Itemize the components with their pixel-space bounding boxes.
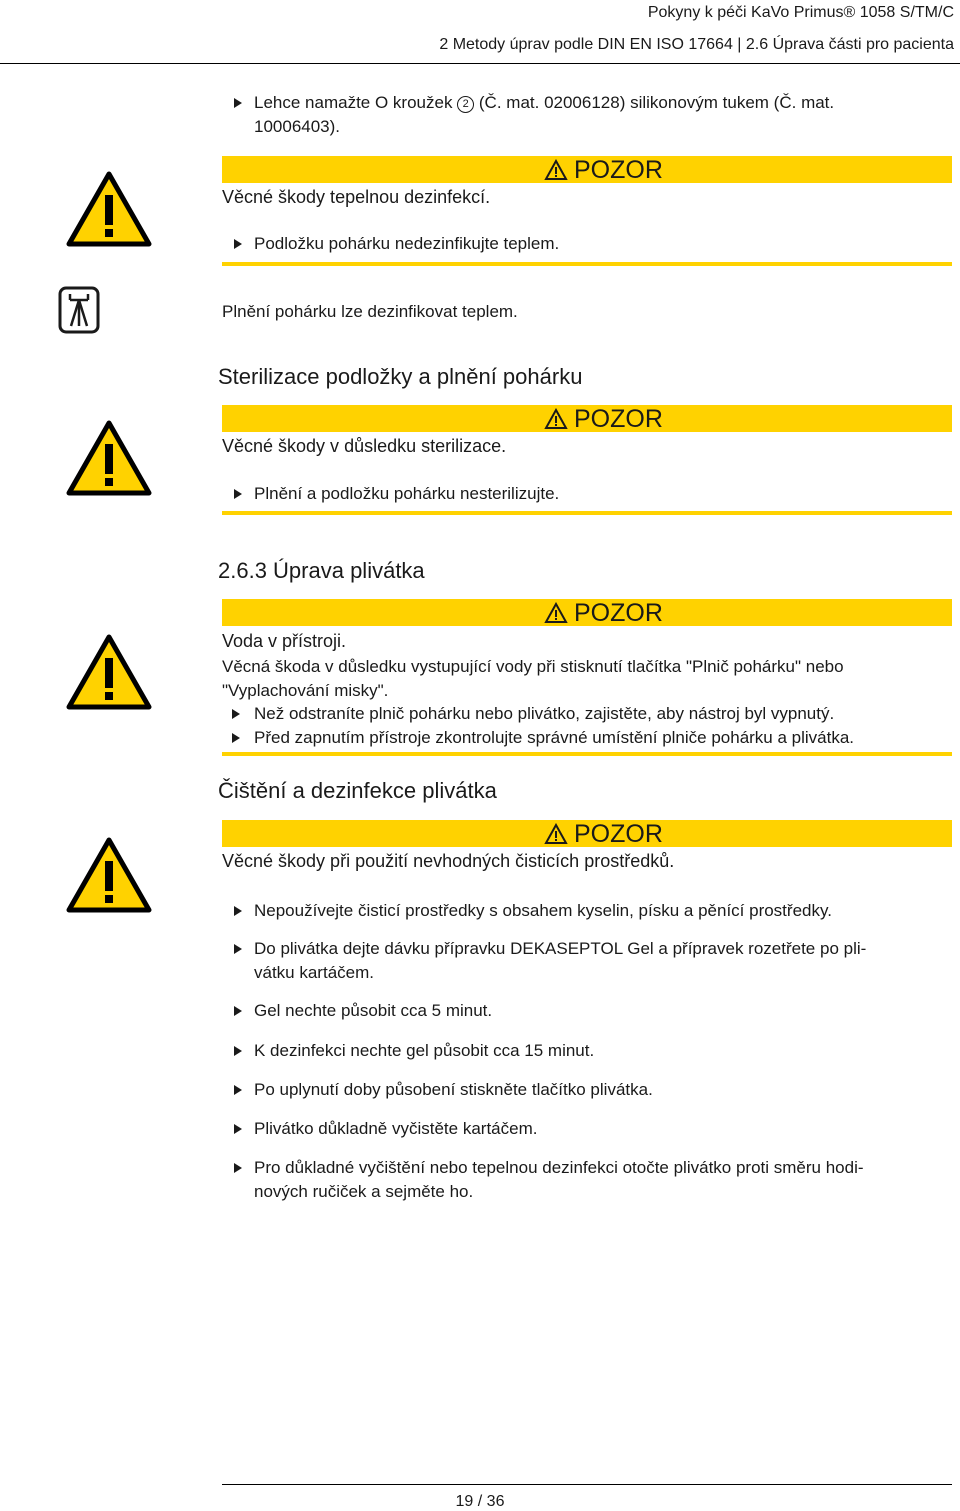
- signal-word: POZOR: [574, 405, 663, 433]
- bullet-arrow-icon: [234, 1124, 242, 1134]
- hazard-text: Věcné škody při použití nevhodných čisticích prostředků.: [222, 851, 675, 871]
- step-text: Gel nechte působit cca 5 minut.: [254, 1001, 493, 1020]
- warning-signal-bar: [222, 156, 952, 183]
- warning-signal-bar: [222, 405, 952, 432]
- step-text: Pro důkladné vyčištění nebo tepelnou dezinfekci otočte plivátko proti směru hodi-: [254, 1158, 864, 1177]
- signal-word: POZOR: [574, 820, 663, 848]
- thermo-disinfector-icon: [58, 286, 100, 334]
- list-item: [234, 1039, 594, 1063]
- bullet-arrow-icon: [232, 733, 240, 743]
- warning-triangle-icon: [66, 420, 152, 496]
- step-text-continued: vátku kartáčem.: [254, 963, 374, 982]
- list-item: [234, 232, 559, 256]
- bullet-arrow-icon: [234, 489, 242, 499]
- step-text: Po uplynutí doby působení stiskněte tlačítko plivátka.: [254, 1080, 653, 1099]
- warning-triangle-icon: [66, 837, 152, 913]
- step-text: (Č. mat. 02006128) silikonovým tukem (Č. mat.: [474, 93, 835, 112]
- hazard-text: Voda v přístroji.: [222, 631, 347, 651]
- item-number-badge: 2: [457, 96, 474, 113]
- warning-end-line: [222, 752, 952, 756]
- section-heading: 2.6.3 Úprava plivátka: [218, 558, 425, 583]
- page-number: 19 / 36: [455, 1493, 505, 1510]
- document-title: Pokyny k péči KaVo Primus® 1058 S/TM/C: [647, 4, 954, 21]
- step-text-continued: nových ručiček a sejměte ho.: [254, 1182, 474, 1201]
- list-item: [234, 91, 834, 139]
- hazard-description: Věcná škoda v důsledku vystupující vody při stisknutí tlačítka "Plnič pohárku" nebo: [222, 657, 844, 676]
- warning-signal-bar: [222, 599, 952, 626]
- warning-end-line: [222, 262, 952, 266]
- hazard-text: Věcné škody tepelnou dezinfekcí.: [222, 187, 491, 207]
- step-text: K dezinfekci nechte gel působit cca 15 minut.: [254, 1041, 595, 1060]
- hazard-description-continued: "Vyplachování misky".: [222, 681, 389, 700]
- header-divider: [0, 63, 960, 64]
- step-text-continued: 10006403).: [254, 117, 341, 136]
- step-text: Lehce namažte O kroužek: [254, 93, 458, 112]
- bullet-arrow-icon: [234, 1085, 242, 1095]
- warning-triangle-icon: [66, 171, 152, 247]
- list-item: [234, 937, 866, 985]
- footer-divider: [222, 1484, 952, 1485]
- bullet-arrow-icon: [234, 1046, 242, 1056]
- list-item: [222, 702, 834, 726]
- bullet-arrow-icon: [234, 1006, 242, 1016]
- warning-small-icon: [544, 159, 568, 181]
- list-item: [222, 726, 854, 750]
- bullet-arrow-icon: [234, 944, 242, 954]
- list-item: [234, 482, 559, 506]
- step-text: Před zapnutím přístroje zkontrolujte správné umístění plniče pohárku a plivátka.: [254, 728, 855, 747]
- warning-triangle-icon: [66, 634, 152, 710]
- subheading: Čištění a dezinfekce plivátka: [218, 778, 497, 803]
- signal-word: POZOR: [574, 599, 663, 627]
- bullet-arrow-icon: [232, 709, 240, 719]
- signal-word: POZOR: [574, 156, 663, 184]
- list-item: [234, 1117, 537, 1141]
- step-text: Plivátko důkladně vyčistěte kartáčem.: [254, 1119, 538, 1138]
- bullet-arrow-icon: [234, 239, 242, 249]
- list-item: [234, 1156, 864, 1204]
- list-item: [234, 899, 832, 923]
- bullet-arrow-icon: [234, 98, 242, 108]
- chapter-breadcrumb: 2 Metody úprav podle DIN EN ISO 17664 | 2.6 Úprava části pro pacienta: [439, 36, 954, 53]
- step-text: Nepoužívejte čisticí prostředky s obsahem kyselin, písku a pěnící prostředky.: [254, 901, 832, 920]
- step-text: Než odstraníte plnič pohárku nebo plivátko, zajistěte, aby nástroj byl vypnutý.: [254, 704, 835, 723]
- warning-signal-bar: [222, 820, 952, 847]
- bullet-arrow-icon: [234, 1163, 242, 1173]
- note-text: Plnění pohárku lze dezinfikovat teplem.: [222, 302, 518, 321]
- bullet-arrow-icon: [234, 906, 242, 916]
- hazard-text: Věcné škody v důsledku sterilizace.: [222, 436, 507, 456]
- warning-end-line: [222, 511, 952, 515]
- list-item: [234, 1078, 653, 1102]
- warning-small-icon: [544, 602, 568, 624]
- list-item: [234, 999, 492, 1023]
- step-text: Plnění a podložku pohárku nesterilizujte.: [254, 484, 560, 503]
- warning-small-icon: [544, 408, 568, 430]
- subheading: Sterilizace podložky a plnění pohárku: [218, 364, 583, 389]
- warning-small-icon: [544, 823, 568, 845]
- step-text: Podložku pohárku nedezinfikujte teplem.: [254, 234, 560, 253]
- step-text: Do plivátka dejte dávku přípravku DEKASEPTOL Gel a přípravek rozetřete po pli-: [254, 939, 867, 958]
